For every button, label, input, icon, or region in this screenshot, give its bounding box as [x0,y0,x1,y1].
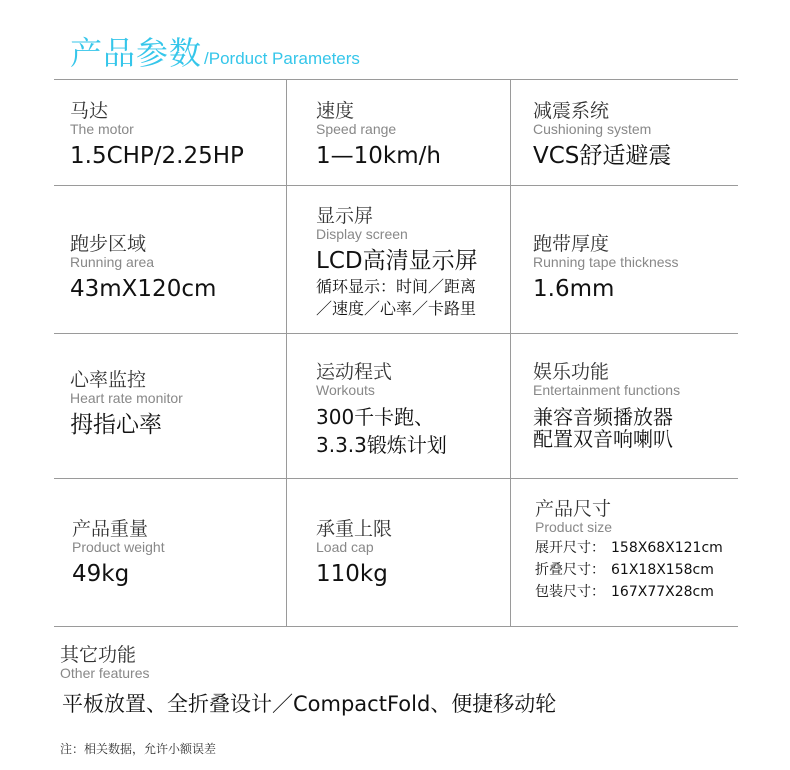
size-row-package [535,581,723,603]
spec-label-zh: 娱乐功能 [533,361,610,383]
spec-value: 1—10km/h [316,143,441,169]
spec-value: 兼容音频播放器 [533,405,673,429]
spec-display [316,206,478,320]
divider [54,333,738,334]
spec-value: 1.6mm [533,276,615,302]
divider [286,79,287,626]
spec-heart-rate [70,370,183,440]
size-row-unfolded [535,537,723,559]
other-label-en: Other features [60,665,150,681]
spec-label-zh: 显示屏 [316,205,374,227]
spec-value: 43mX120cm [70,276,217,302]
spec-speed [316,101,441,171]
other-features-value: 平板放置、全折叠设计／CompactFold、便捷移动轮 [62,692,557,716]
spec-load-cap [316,519,392,589]
size-row-folded [535,559,723,581]
other-features-heading [60,645,150,681]
spec-label-zh: 跑带厚度 [533,233,610,255]
spec-label-zh: 运动程式 [316,361,393,383]
divider [510,79,511,626]
spec-label-en: Speed range [316,121,397,137]
spec-value: 3.3.3锻炼计划 [316,433,447,457]
spec-label-en: Product size [535,519,613,535]
spec-label-en: Running area [70,254,155,270]
spec-label-en: Entertainment functions [533,382,681,398]
spec-label-zh: 马达 [70,100,109,122]
other-label-zh: 其它功能 [60,644,137,666]
spec-value: 300千卡跑、 [316,405,435,429]
spec-label-zh: 减震系统 [533,100,610,122]
size-value: 158X68X121cm [611,540,723,556]
spec-value: 拇指心率 [70,412,162,438]
spec-label-zh: 速度 [316,100,355,122]
spec-label-zh: 产品重量 [72,518,149,540]
size-label: 展开尺寸： [535,540,605,556]
spec-value: VCS舒适避震 [533,143,672,169]
title-en: /Porduct Parameters [204,49,360,68]
divider [54,185,738,186]
spec-value: LCD高清显示屏 [316,248,478,274]
footnote: 注：相关数据，允许小额误差 [60,742,217,756]
spec-label-en: Cushioning system [533,121,652,137]
spec-label-zh: 跑步区域 [70,233,147,255]
spec-value: 1.5CHP/2.25HP [70,143,244,169]
spec-product-weight [72,519,165,589]
divider [54,626,738,627]
spec-label-en: Running tape thickness [533,254,679,270]
size-value: 61X18X158cm [611,562,714,578]
spec-product-size [535,499,723,603]
spec-running-area [70,234,216,304]
divider [54,79,738,80]
divider [54,478,738,479]
spec-value: 110kg [316,561,388,587]
spec-label-zh: 产品尺寸 [535,498,612,520]
spec-value: 配置双音响喇叭 [533,427,673,451]
spec-label-en: Display screen [316,226,408,242]
spec-cushioning [533,101,671,171]
page-title [70,28,360,74]
title-zh: 产品参数 [70,34,203,72]
spec-tape-thickness [533,234,679,304]
spec-entertainment [533,362,680,450]
spec-label-en: Heart rate monitor [70,390,183,406]
spec-sub-value: ／速度／心率／卡路里 [316,299,477,318]
size-value: 167X77X28cm [611,584,714,600]
spec-label-en: Workouts [316,382,375,398]
spec-workouts [316,362,447,456]
spec-label-zh: 心率监控 [70,369,147,391]
spec-sub-value: 循环显示：时间／距离 [316,277,477,296]
size-label: 包装尺寸： [535,584,605,600]
spec-motor [70,101,244,171]
spec-label-zh: 承重上限 [316,518,393,540]
spec-label-en: Load cap [316,539,374,555]
spec-label-en: The motor [70,121,134,137]
spec-value: 49kg [72,561,130,587]
size-label: 折叠尺寸： [535,562,605,578]
spec-label-en: Product weight [72,539,165,555]
